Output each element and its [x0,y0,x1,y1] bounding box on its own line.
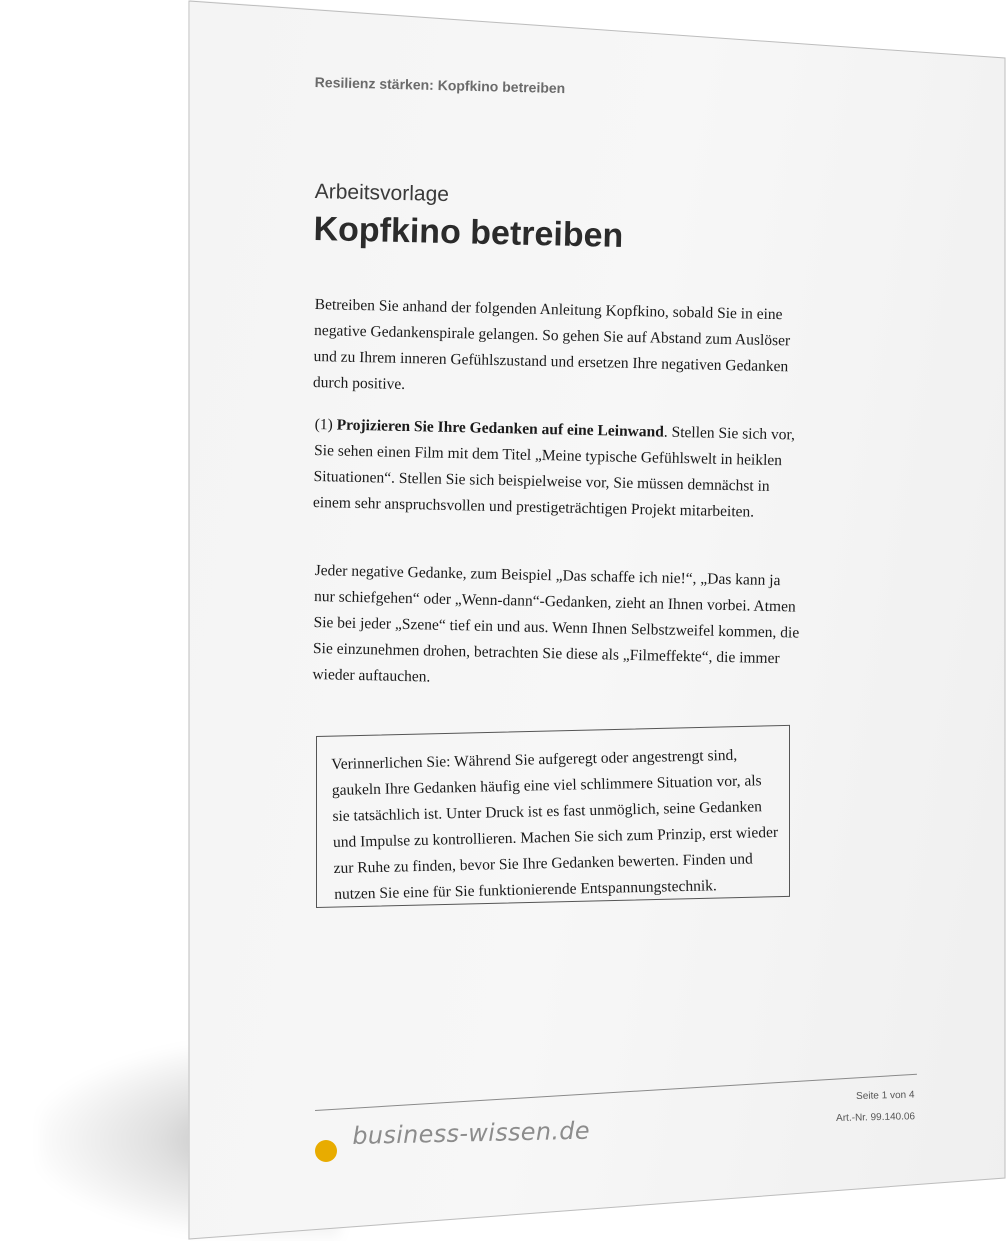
step-1-paragraph [313,412,803,527]
intro-paragraph: Betreiben Sie anhand der folgenden Anleitung Kopfkino, sobald Sie in eine negative Gedankenspirale gelangen. So gehen Sie auf Abstand zum Auslöser und zu Ihrem inneren Gefühlszustand und ersetzen Ihre negativen Gedanken durch positive. [312,295,791,393]
running-header: Resilienz stärken: Kopfkino betreiben [314,74,566,97]
document-title: Kopfkino betreiben [313,210,624,256]
callout-text: Verinnerlichen Sie: Während Sie aufgeregt oder angestrengt sind, gaukeln Ihre Gedanken häufig eine viel schlimmere Situation vor, als sie tatsächlich ist. Unter Druck ist es fast unmöglich, seine Gedanken und Impulse zu kontrollieren. Machen Sie sich zum Prinzip, erst wieder zur Ruhe zu finden, bevor Sie Ihre Gedanken bewerten. Finden und nutzen Sie eine für Sie funktionierende Entspannungstechnik. [331,746,779,903]
step-1-heading: Projizieren Sie Ihre Gedanken auf eine Leinwand [336,416,665,441]
step-1-followup-paragraph: Jeder negative Gedanke, zum Beispiel „Das schaffe ich nie!“, „Das kann ja nur schiefgehen“ oder „Wenn-dann“-Gedanken, zieht an Ihnen vorbei. Atmen Sie bei jeder „Szene“ tief ein und aus. Wenn Ihnen Selbstzweifel kommen, die Sie einzunehmen drohen, betrachten Sie diese als „Filmeffekte“, die immer wieder auftauchen. [312,561,800,686]
step-1-number: (1) [314,415,333,434]
page-indicator: Seite 1 von 4 [856,1089,915,1102]
article-number: Art.-Nr. 99.140.06 [836,1111,916,1124]
document-type-label: Arbeitsvorlage [314,180,450,207]
logo-dot-icon [315,1140,337,1162]
step-1-body: . Stellen Sie sich vor, Sie sehen einen Film mit dem Titel „Meine typische Gefühlswelt in heiklen Situationen“. Stellen Sie sich beispielweise vor, Sie müssen demnächst in einem sehr anspruchsvollen und prestigeträchtigen Projekt mitarbeiten. [312,423,796,521]
logo-wordmark: business-wissen.de [352,1116,591,1150]
